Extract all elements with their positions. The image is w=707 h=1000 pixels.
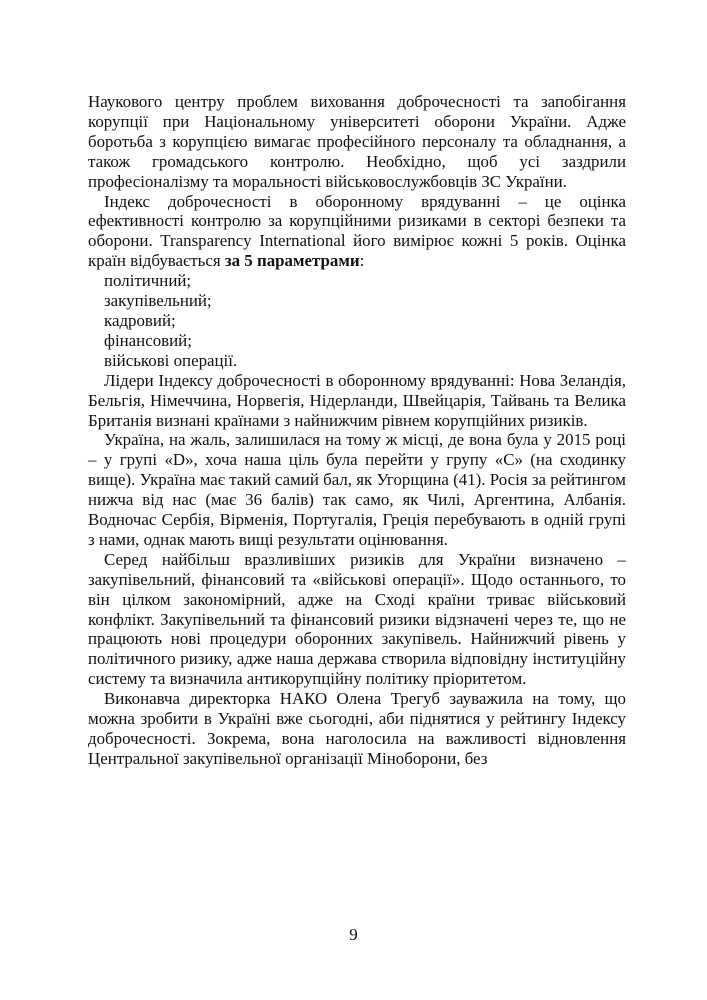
paragraph-1: Наукового центру проблем виховання доброчесності та запобігання корупції при Національному університеті оборони України. Адже боротьба з корупцією вимагає професійного персоналу та обладнання, а також громадського контролю. Необхідно, щоб усі заздрили професіоналізму та моральності військовослужбовців ЗС України. — [88, 92, 626, 191]
paragraph-2-text: Індекс доброчесності в оборонному врядуванні – це оцінка ефективності контролю за корупційними ризиками в секторі безпеки та оборони. Transparency International його вимірює кожні 5 років. Оцінка країн відбувається — [88, 191, 626, 271]
paragraph-2-bold-text: за 5 параметрами — [224, 251, 360, 271]
paragraph-5: Серед найбільш вразливіших ризиків для України визначено – закупівельний, фінансовий та «військові операції». Щодо останнього, то він цілком закономірний, адже на Сході країни триває військовий конфлікт. Закупівельний та фінансовий ризики відзначені через те, що не працюють нові процедури оборонних закупівель. Найнижчий рівень у політичного ризику, адже наша держава створила відповідну інституційну систему та визначила антикорупційну політику пріоритетом. — [88, 549, 626, 689]
list-item-military-operations: військові операції. — [104, 350, 238, 370]
list-item-procurement: закупівельний; — [104, 291, 212, 311]
paragraph-3: Лідери Індексу доброчесності в оборонному врядуванні: Нова Зеландія, Бельгія, Німеччина, Норвегія, Нідерланди, Швейцарія, Тайвань та Велика Британія визнані країнами з найнижчим рівнем корупційних ризиків. — [88, 370, 626, 430]
paragraph-2 — [88, 192, 626, 272]
paragraph-2-end: : — [359, 251, 365, 271]
list-item-financial: фінансовий; — [104, 330, 192, 350]
page-body — [88, 92, 626, 769]
paragraph-6: Виконавча директорка НАКО Олена Трегуб зауважила на тому, що можна зробити в Україні вже сьогодні, аби піднятися у рейтингу Індексу доброчесності. Зокрема, вона наголосила на важливості відновлення Центральної закупівельної організації Міноборони, без — [88, 689, 626, 768]
paragraph-4: Україна, на жаль, залишилася на тому ж місці, де вона була у 2015 році – у групі «D», хоча наша ціль була перейти у групу «С» (на сходинку вище). Україна має такий самий бал, як Угорщина (41). Росія за рейтингом нижча від нас (має 36 балів) так само, як Чилі, Аргентина, Албанія. Водночас Сербія, Вірменія, Португалія, Греція перебувають в одній групі з нами, однак мають вищі результати оцінювання. — [88, 430, 626, 549]
list-item-political: політичний; — [104, 271, 192, 291]
list-item-personnel: кадровий; — [104, 310, 176, 330]
page-number: 9 — [349, 925, 358, 944]
